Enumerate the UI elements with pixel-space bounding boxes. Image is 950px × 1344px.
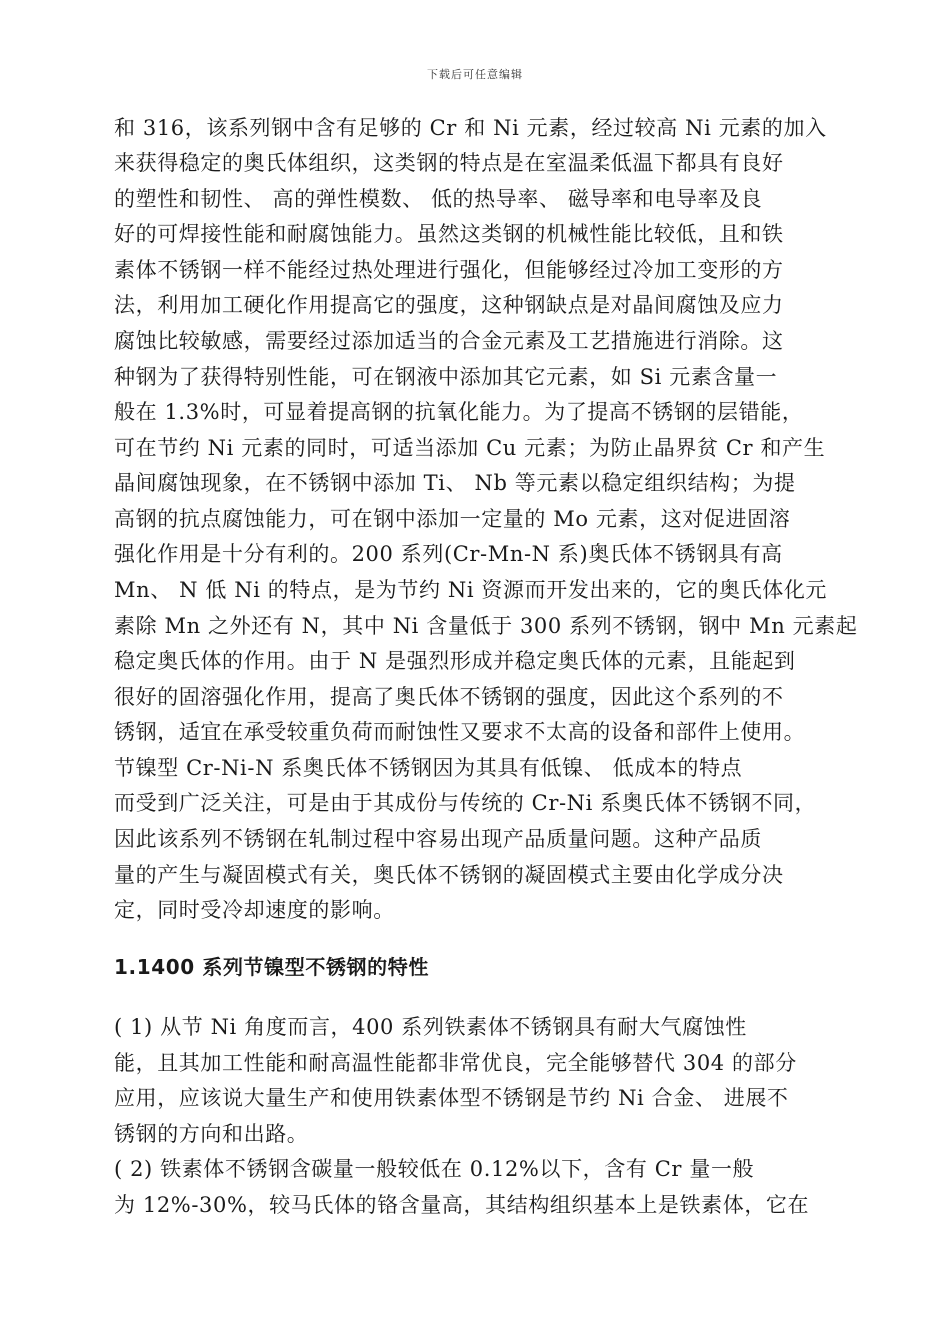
text-line: 锈钢的方向和出路。 xyxy=(114,1122,309,1146)
text-line: 为 12%-30%，较马氏体的铬含量高，其结构组织基本上是铁素体，它在 xyxy=(114,1193,810,1217)
text-line: 素除 Mn 之外还有 N，其中 Ni 含量低于 300 系列不锈钢，钢中 Mn 元素起 xyxy=(114,614,858,638)
text-line: 应用，应该说大量生产和使用铁素体型不锈钢是节约 Ni 合金、 进展不 xyxy=(114,1086,789,1110)
text-line: 锈钢，适宜在承受较重负荷而耐蚀性又要求不太高的设备和部件上使用。 xyxy=(114,720,806,744)
page-header: 下载后可任意编辑 xyxy=(427,68,523,81)
text-line: 因此该系列不锈钢在轧制过程中容易出现产品质量问题。这种产品质 xyxy=(114,827,762,851)
text-line: 素体不锈钢一样不能经过热处理进行强化，但能够经过冷加工变形的方 xyxy=(114,258,784,282)
text-line: 法，利用加工硬化作用提高它的强度，这种钢缺点是对晶间腐蚀及应力 xyxy=(114,293,784,317)
text-line: 而受到广泛关注，可是由于其成份与传统的 Cr-Ni 系奥氏体不锈钢不同， xyxy=(114,791,817,815)
text-line: 般在 1.3%时，可显着提高钢的抗氧化能力。为了提高不锈钢的层错能， xyxy=(114,400,804,424)
text-line: Mn、 N 低 Ni 的特点，是为节约 Ni 资源而开发出来的，它的奥氏体化元 xyxy=(114,578,828,602)
text-line: 和 316，该系列钢中含有足够的 Cr 和 Ni 元素，经过较高 Ni 元素的加入 xyxy=(114,116,827,140)
text-line: 强化作用是十分有利的。200 系列(Cr-Mn-N 系)奥氏体不锈钢具有高 xyxy=(114,542,783,566)
section-heading: 1.1400 系列节镍型不锈钢的特性 xyxy=(114,955,429,979)
text-line: 可在节约 Ni 元素的同时，可适当添加 Cu 元素；为防止晶界贫 Cr 和产生 xyxy=(114,436,826,460)
text-line: 能，且其加工性能和耐高温性能都非常优良，完全能够替代 304 的部分 xyxy=(114,1051,797,1075)
text-line: 好的可焊接性能和耐腐蚀能力。虽然这类钢的机械性能比较低，且和铁 xyxy=(114,222,784,246)
text-line: 来获得稳定的奥氏体组织，这类钢的特点是在室温柔低温下都具有良好 xyxy=(114,151,784,175)
text-line: 稳定奥氏体的作用。由于 N 是强烈形成并稳定奥氏体的元素，且能起到 xyxy=(114,649,796,673)
text-line: 很好的固溶强化作用，提高了奥氏体不锈钢的强度，因此这个系列的不 xyxy=(114,685,784,709)
text-line: 高钢的抗点腐蚀能力，可在钢中添加一定量的 Mo 元素，这对促进固溶 xyxy=(114,507,791,531)
text-line: 节镍型 Cr-Ni-N 系奥氏体不锈钢因为其具有低镍、 低成本的特点 xyxy=(114,756,743,780)
text-line: 量的产生与凝固模式有关，奥氏体不锈钢的凝固模式主要由化学成分决 xyxy=(114,863,784,887)
text-line: 定，同时受冷却速度的影响。 xyxy=(114,898,395,922)
text-line: 的塑性和韧性、 高的弹性模数、 低的热导率、 磁导率和电导率及良 xyxy=(114,187,763,211)
text-line: 种钢为了获得特别性能，可在钢液中添加其它元素，如 Si 元素含量一 xyxy=(114,365,778,389)
text-line: ( 1) 从节 Ni 角度而言，400 系列铁素体不锈钢具有耐大气腐蚀性 xyxy=(114,1015,747,1039)
text-line: 晶间腐蚀现象，在不锈钢中添加 Ti、 Nb 等元素以稳定组织结构；为提 xyxy=(114,471,796,495)
text-line: ( 2) 铁素体不锈钢含碳量一般较低在 0.12%以下，含有 Cr 量一般 xyxy=(114,1157,755,1181)
text-line: 腐蚀比较敏感，需要经过添加适当的合金元素及工艺措施进行消除。这 xyxy=(114,329,784,353)
